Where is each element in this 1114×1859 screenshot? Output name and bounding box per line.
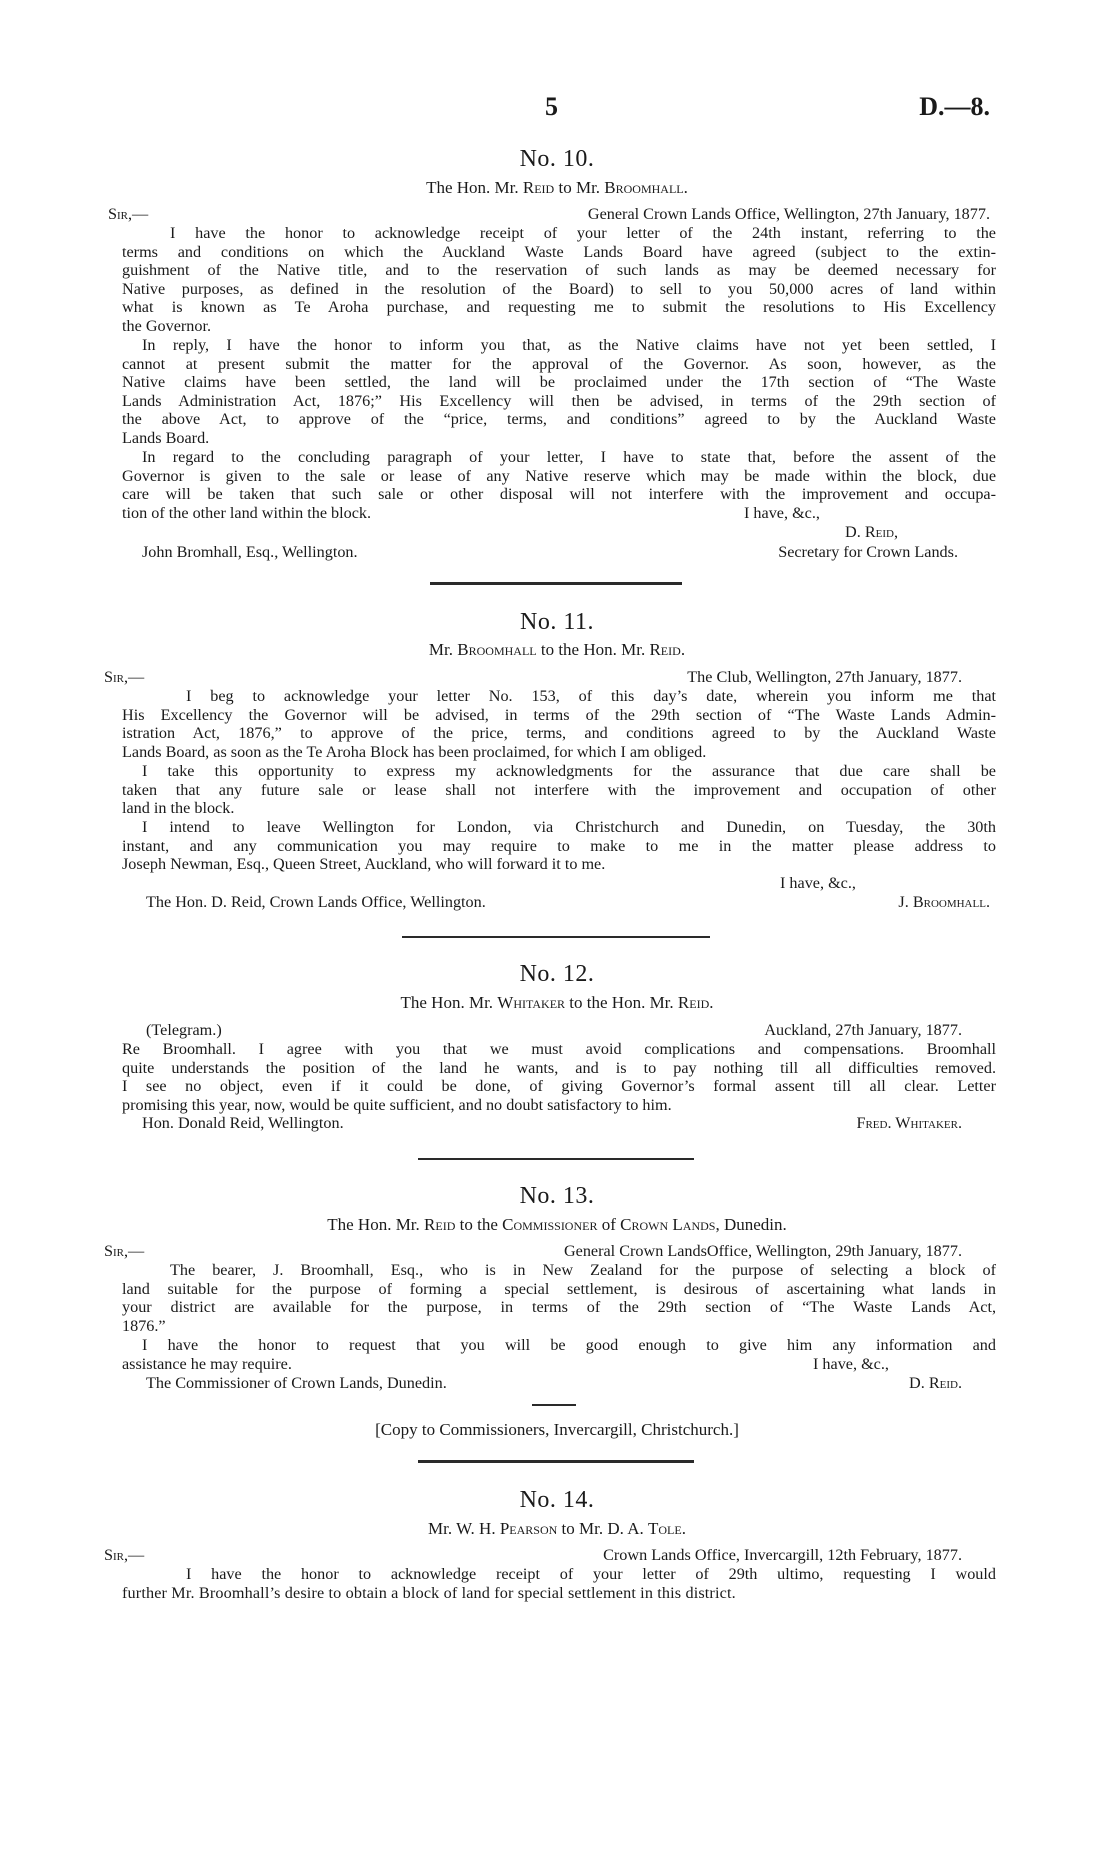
text-line: Native claims have been settled, the land will be proclaimed under the 17th section of “The Waste: [122, 373, 996, 392]
letter-number: No. 13.: [519, 1183, 595, 1209]
salutation: Sir,—: [108, 205, 149, 223]
dateline: Auckland, 27th January, 1877.: [764, 1021, 962, 1039]
short-divider: [532, 1404, 576, 1406]
text-line: instant, and any communication you may require to make to me in the matter please address to: [122, 836, 996, 855]
salutation: Sir,—: [104, 1242, 145, 1260]
text-line: quite understands the position of the land he wants, and is to pay nothing till all difficulties removed.: [122, 1058, 996, 1077]
text-line: I beg to acknowledge your letter No. 153, of this day’s date, wherein you inform me that: [186, 687, 996, 705]
text-line: terms and conditions on which the Auckland Waste Lands Board have agreed (subject to the extin-: [122, 242, 996, 261]
signature-title: Secretary for Crown Lands.: [778, 543, 958, 561]
text-line: Re Broomhall. I agree with you that we must avoid complications and compensations. Broomhall: [122, 1040, 996, 1058]
letter-number: No. 14.: [519, 1487, 595, 1513]
addressee: The Commissioner of Crown Lands, Dunedin.: [146, 1374, 447, 1392]
signature: D. Reid.: [909, 1374, 962, 1392]
text-line: Lands Board.: [122, 428, 210, 447]
text-line: I take this opportunity to express my acknowledgments for the assurance that due care shall be: [142, 762, 996, 780]
telegram-label: (Telegram.): [146, 1021, 222, 1039]
text-line: assistance he may require.: [122, 1354, 292, 1373]
text-line: In regard to the concluding paragraph of your letter, I have to state that, before the assent of the: [142, 448, 996, 466]
letter-number: No. 12.: [519, 961, 595, 987]
letter-paragraph: [122, 1565, 996, 1602]
document-reference: D.—8.: [919, 92, 990, 121]
letter-paragraph: [122, 1261, 996, 1335]
letter-paragraph: [122, 687, 996, 761]
text-line: I have the honor to request that you will be good enough to give him any information and: [142, 1336, 996, 1354]
section-divider: [418, 1460, 694, 1463]
letter-number: No. 10.: [519, 146, 595, 172]
text-line: taken that any future sale or lease shall not interfere with the improvement and occupation of other: [122, 780, 996, 799]
text-line: land in the block.: [122, 799, 235, 818]
salutation: Sir,—: [104, 1546, 145, 1564]
addressee: John Bromhall, Esq., Wellington.: [142, 543, 358, 561]
section-divider: [418, 1158, 694, 1160]
text-line: land suitable for the purpose of forming a special settlement, is desirous of ascertaining what lands in: [122, 1279, 996, 1298]
text-line: In reply, I have the honor to inform you that, as the Native claims have not yet been settled, I: [142, 336, 996, 354]
closing: I have, &c.,: [780, 874, 856, 892]
addressee: Hon. Donald Reid, Wellington.: [142, 1114, 344, 1132]
text-line: Joseph Newman, Esq., Queen Street, Auckland, who will forward it to me.: [122, 855, 606, 874]
text-line: I intend to leave Wellington for London, via Christchurch and Dunedin, on Tuesday, the 30th: [142, 818, 996, 836]
letter-paragraph: [122, 336, 996, 448]
page-number: 5: [545, 92, 558, 121]
salutation: Sir,—: [104, 668, 145, 686]
text-line: further Mr. Broomhall’s desire to obtain a block of land for special settlement in this district.: [122, 1583, 736, 1602]
letter-heading: The Hon. Mr. Reid to the Commissioner of Crown Lands, Dunedin.: [327, 1215, 787, 1234]
section-divider: [430, 582, 682, 585]
text-line: promising this year, now, would be quite sufficient, and no doubt satisfactory to him.: [122, 1095, 672, 1114]
letter-number: No. 11.: [520, 609, 594, 635]
text-line: 1876.”: [122, 1316, 166, 1335]
letter-heading: Mr. W. H. Pearson to Mr. D. A. Tole.: [428, 1519, 686, 1538]
text-line: Governor is given to the sale or lease of any Native reserve which may be made within the block, due: [122, 466, 996, 485]
letter-paragraph: [122, 224, 996, 336]
letter-heading: The Hon. Mr. Whitaker to the Hon. Mr. Reid.: [400, 993, 714, 1012]
closing: I have, &c.,: [744, 504, 820, 522]
dateline: Crown Lands Office, Invercargill, 12th February, 1877.: [603, 1546, 962, 1564]
letter-paragraph: [122, 762, 996, 818]
text-line: Lands Administration Act, 1876;” His Excellency will then be advised, in terms of the 29th section of: [122, 391, 996, 410]
addressee: The Hon. D. Reid, Crown Lands Office, Wellington.: [146, 893, 486, 911]
signature: J. Broomhall.: [898, 893, 990, 911]
text-line: I have the honor to acknowledge receipt of your letter of the 24th instant, referring to the: [170, 224, 996, 242]
text-line: Lands Board, as soon as the Te Aroha Block has been proclaimed, for which I am obliged.: [122, 742, 707, 761]
text-line: The bearer, J. Broomhall, Esq., who is in New Zealand for the purpose of selecting a block of: [170, 1261, 996, 1279]
section-divider: [402, 936, 710, 938]
letter-heading: The Hon. Mr. Reid to Mr. Broomhall.: [426, 178, 688, 197]
closing: I have, &c.,: [813, 1355, 889, 1373]
copy-note: [Copy to Commissioners, Invercargill, Christchurch.]: [375, 1420, 739, 1439]
letter-paragraph: [122, 1040, 996, 1114]
dateline: General Crown LandsOffice, Wellington, 29th January, 1877.: [563, 1242, 962, 1260]
text-line: care will be taken that such sale or other disposal will not interfere with the improvement and occupa-: [122, 485, 996, 504]
text-line: your district are available for the purpose, in terms of the 29th section of “The Waste Lands Act,: [122, 1298, 996, 1317]
text-line: I see no object, even if it could be done, of giving Governor’s formal assent till all clear. Letter: [122, 1077, 996, 1096]
dateline: The Club, Wellington, 27th January, 1877.: [687, 668, 962, 686]
signature: Fred. Whitaker.: [856, 1114, 962, 1132]
letter-paragraph: [122, 448, 996, 522]
text-line: I have the honor to acknowledge receipt of your letter of 29th ultimo, requesting I would: [186, 1565, 996, 1583]
letter-paragraph: [122, 818, 996, 874]
signature: D. Reid,: [845, 523, 898, 541]
text-line: the above Act, to approve of the “price, terms, and conditions” agreed to by the Auckland Waste: [122, 410, 996, 429]
text-line: His Excellency the Governor will be advised, in terms of the 29th section of “The Waste Lands Admin-: [122, 705, 996, 724]
text-line: istration Act, 1876,” to approve of the price, terms, and conditions agreed to by the Auckland Waste: [122, 724, 996, 743]
text-line: the Governor.: [122, 316, 212, 335]
text-line: cannot at present submit the matter for the approval of the Governor. As soon, however, as the: [122, 354, 996, 373]
text-line: Native purposes, as defined in the resolution of the Board) to sell to you 50,000 acres of land within: [122, 279, 996, 298]
text-line: what is known as Te Aroha purchase, and requesting me to submit the resolutions to His Excellency: [122, 298, 996, 317]
text-line: guishment of the Native title, and to the reservation of such lands as may be deemed necessary for: [122, 261, 996, 280]
text-line: tion of the other land within the block.: [122, 503, 372, 522]
letter-heading: Mr. Broomhall to the Hon. Mr. Reid.: [428, 640, 686, 659]
dateline: General Crown Lands Office, Wellington, 27th January, 1877.: [587, 205, 990, 223]
